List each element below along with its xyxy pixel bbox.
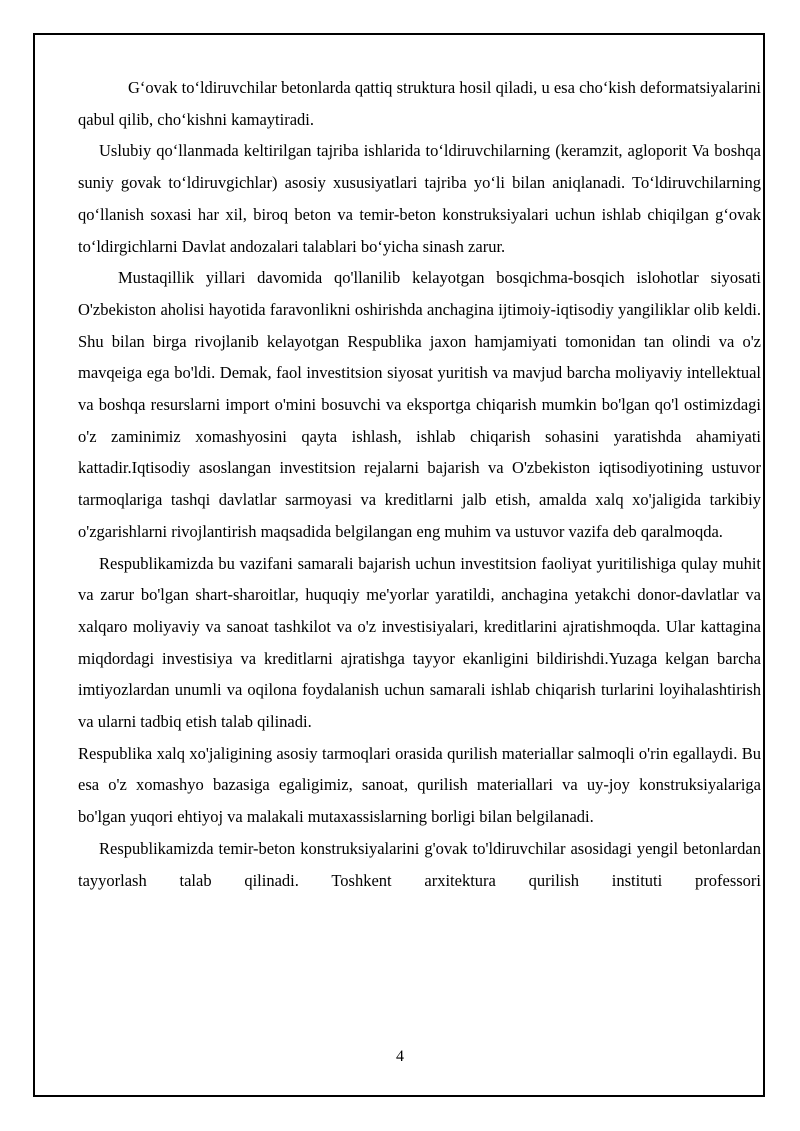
document-body: [78, 72, 761, 896]
paragraph-6: Respublikamizda temir-beton konstruksiyalarini g'ovak to'ldiruvchilar asosidagi yengil betonlardan tayyorlash talab qilinadi. Toshkent arxitektura qurilish instituti professori: [78, 838, 761, 890]
paragraph-2: Uslubiy qo‘llanmada keltirilgan tajriba ishlarida to‘ldiruvchilarning (keramzit, agloporit Va boshqa suniy govak to‘ldiruvgichlar) asosiy xususiyatlari tajriba yo‘li bilan aniqlanadi. To‘ldiruvchilarning qo‘llanish soxasi har xil, biroq beton va temir-beton konstruksiyalari uchun ishlab chiqilgan g‘ovak to‘ldirgichlarni Davlat andozalari talablari bo‘yicha sinash zarur.: [78, 141, 761, 256]
page-number: 4: [396, 1048, 404, 1065]
paragraph-1: G‘ovak to‘ldiruvchilar betonlarda qattiq struktura hosil qiladi, u esa cho‘kish deformatsiyalarini qabul qilib, cho‘kishni kamaytiradi.: [78, 78, 761, 129]
paragraph-5: Respublika xalq xo'jaligining asosiy tarmoqlari orasida qurilish materiallar salmoqli o'rin egallaydi. Bu esa o'z xomashyo bazasiga egaligimiz, sanoat, qurilish materiallari va uy-joy konstruksiyalariga bo'lgan yuqori ehtiyoj va malakali mutaxassislarning borligi bilan belgilanadi.: [78, 743, 761, 827]
paragraph-4: Respublikamizda bu vazifani samarali bajarish uchun investitsion faoliyat yuritilishiga qulay muhit va zarur bo'lgan shart-sharoitlar, huquqiy me'yorlar yaratildi, anchagina yetakchi donor-davlatlar va xalqaro moliyaviy va sanoat tashkilot va o'z investisiyalari, kreditlarini ajratishmoqda. Ular kattagina miqdordagi investisiya va kreditlarni ajratishga tayyor ekanligini bildirishdi.Yuzaga kelgan barcha imtiyozlardan unumli va oqilona foydalanish uchun samarali ishlab chiqarish turlarini loyihalashtirish va ularni tadbiq etish talab qilinadi.: [78, 553, 761, 732]
paragraph-3: Mustaqillik yillari davomida qo'llanilib kelayotgan bosqichma-bosqich islohotlar siyosati O'zbekiston aholisi hayotida faravonlikni oshirishda anchagina ijtimoiy-iqtisodiy yangiliklar olib keldi. Shu bilan birga rivojlanib kelayotgan Respublika jaxon hamjamiyati tomonidan tan olindi va o'z mavqeiga ega bo'ldi. Demak, faol investitsion siyosat yuritish va mavjud barcha moliyaviy intellektual va boshqa resurslarni import o'mini bosuvchi va eksportga chiqarish mumkin bo'lgan qo'l ostimizdagi o'z zaminimiz xomashyosini qayta ishlash, ishlab chiqarish sohasini yaratishda ahamiyati kattadir.Iqtisodiy asoslangan investitsion rejalarni bajarish va O'zbekiston iqtisodiyotining ustuvor tarmoqlariga tashqi davlatlar sarmoyasi va kreditlarni jalb etish, amalda xalq xo'jaligida tarkibiy o'zgarishlarni rivojlantirish maqsadida belgilangan eng muhim va ustuvor vazifa deb qaralmoqda.: [78, 268, 761, 541]
